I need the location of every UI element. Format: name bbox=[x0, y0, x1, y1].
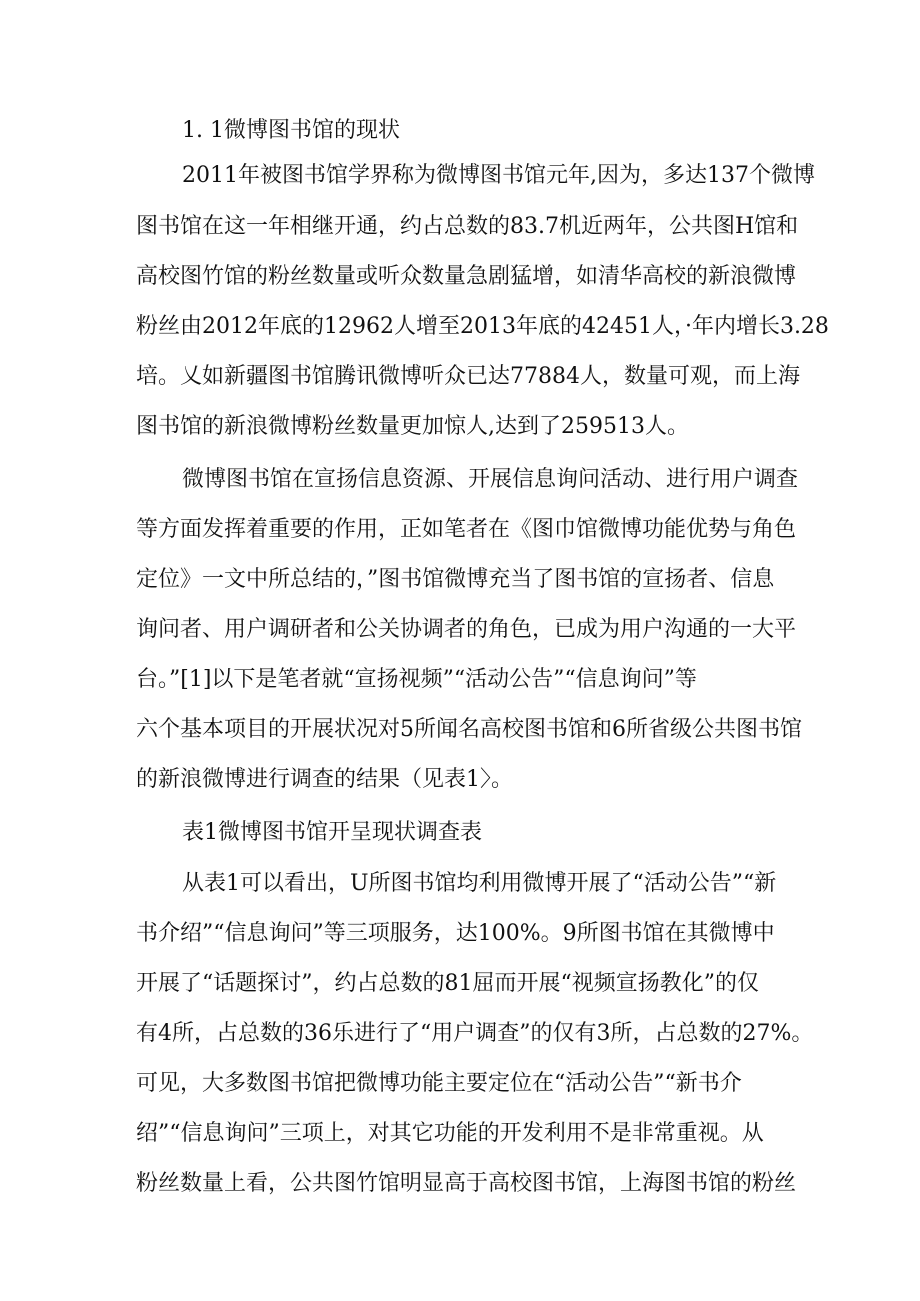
table-caption: 表1微博图书馆开呈现状调查表 bbox=[182, 820, 482, 845]
paragraph-line: 台。”[1]以下是笔者就“宣扬视频”“活动公告”“信息询问”等 bbox=[136, 667, 697, 692]
paragraph-line: 2011年被图书馆学界称为微博图书馆元年,因为，多达137个微博 bbox=[182, 163, 815, 188]
paragraph-line: 定位》一文中所总结的，”图书馆微博充当了图书馆的宣扬者、信息 bbox=[136, 567, 775, 592]
paragraph-line: 绍”“信息询问”三项上，对其它功能的开发利用不是非常重视。从 bbox=[136, 1121, 764, 1146]
paragraph-line: 从表1可以看出，U所图书馆均利用微博开展了“活动公告”“新 bbox=[182, 871, 777, 896]
paragraph-line: 图书馆在这一年相继开通，约占总数的83.7机近两年，公共图H馆和 bbox=[136, 214, 799, 239]
paragraph-line: 等方面发挥着重要的作用，正如笔者在《图巾馆微博功能优势与角色 bbox=[136, 517, 797, 542]
paragraph-line: 图书馆的新浪微博粉丝数量更加惊人,达到了259513人。 bbox=[136, 414, 689, 439]
paragraph-line: 粉丝数量上看，公共图竹馆明显高于高校图书馆，上海图书馆的粉丝 bbox=[136, 1171, 797, 1196]
paragraph-line: 粉丝由2012年底的12962人增至2013年底的42451人，·年内增长3.28 bbox=[136, 314, 829, 339]
paragraph-line: 询问者、用户调研者和公关协调者的角色，已成为用户沟通的一大平 bbox=[136, 617, 797, 642]
paragraph-line: 微博图书馆在宣扬信息资源、开展信息询问活动、进行用户调查 bbox=[182, 467, 799, 492]
paragraph-line: 可见，大多数图书馆把微博功能主要定位在“活动公告”“新书介 bbox=[136, 1071, 742, 1096]
paragraph-line: 开展了“话题探讨”，约占总数的81屈而开展“视频宣扬教化”的仅 bbox=[136, 971, 759, 996]
section-heading: 1. 1微博图书馆的现状 bbox=[182, 118, 400, 143]
paragraph-line: 六个基本项目的开展状况对5所闻名高校图书馆和6所省级公共图书馆 bbox=[136, 717, 802, 742]
paragraph-line: 高校图竹馆的粉丝数量或听众数量急剧猛增，如清华高校的新浪微博 bbox=[136, 264, 797, 289]
paragraph-line: 培。乂如新疆图书馆腾讯微博听众已达77884人，数量可观，而上海 bbox=[136, 364, 800, 389]
paragraph-line: 书介绍”“信息询问”等三项服务，达100%。9所图书馆在其微博中 bbox=[136, 921, 775, 946]
paragraph-line: 有4所，占总数的36乐进行了“用户调查”的仅有3所，占总数的27%。 bbox=[136, 1021, 814, 1046]
paragraph-line: 的新浪微博进行调查的结果（见表1〉。 bbox=[136, 767, 513, 792]
